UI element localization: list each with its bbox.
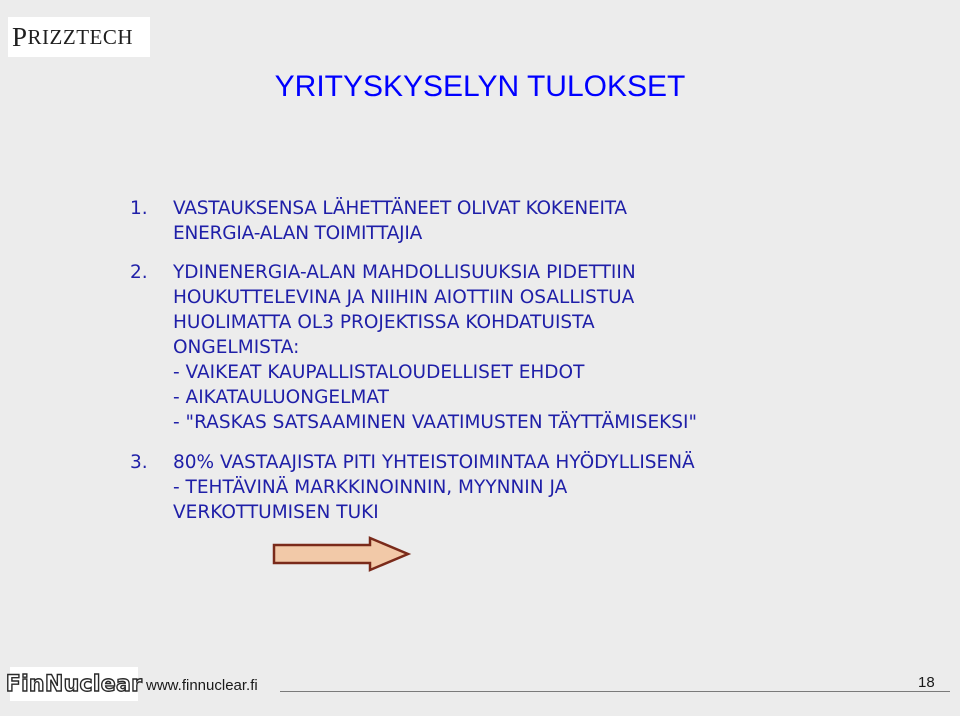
item-line: YDINENERGIA-ALAN MAHDOLLISUUKSIA PIDETTIIN [173, 262, 636, 283]
right-arrow-icon [272, 535, 412, 575]
item-line: ENERGIA-ALAN TOIMITTAJIA [173, 223, 423, 244]
footer-divider [280, 691, 950, 692]
item-number: 1. [130, 198, 148, 219]
item-subline: - VAIKEAT KAUPALLISTALOUDELLISET EHDOT [173, 362, 585, 383]
item-subline: - "RASKAS SATSAAMINEN VAATIMUSTEN TÄYTTÄMISEKSI" [173, 412, 697, 433]
finnuclear-logo: FinNuclear [10, 667, 138, 701]
logo-initial: P [12, 21, 28, 52]
item-line: VERKOTTUMISEN TUKI [173, 502, 379, 523]
item-number: 2. [130, 262, 148, 283]
item-line: HOUKUTTELEVINA JA NIIHIN AIOTTIIN OSALLISTUA [173, 287, 635, 308]
item-line: HUOLIMATTA OL3 PROJEKTISSA KOHDATUISTA [173, 312, 595, 333]
item-line: VASTAUKSENSA LÄHETTÄNEET OLIVAT KOKENEITA [173, 198, 627, 219]
item-line: ONGELMISTA: [173, 337, 300, 358]
prizztech-logo [8, 17, 150, 57]
page-number: 18 [918, 674, 935, 691]
item-subline: - TEHTÄVINÄ MARKKINOINNIN, MYYNNIN JA [173, 477, 568, 498]
logo-suffix: TECH [76, 24, 134, 49]
item-line: 80% VASTAAJISTA PITI YHTEISTOIMINTAA HYÖDYLLISENÄ [173, 452, 695, 473]
slide-title: YRITYSKYSELYN TULOKSET [274, 70, 686, 103]
item-subline: - AIKATAULUONGELMAT [173, 387, 389, 408]
item-number: 3. [130, 452, 148, 473]
logo-small-caps: RIZZ [27, 24, 77, 49]
footer-url: www.finnuclear.fi [146, 677, 258, 694]
